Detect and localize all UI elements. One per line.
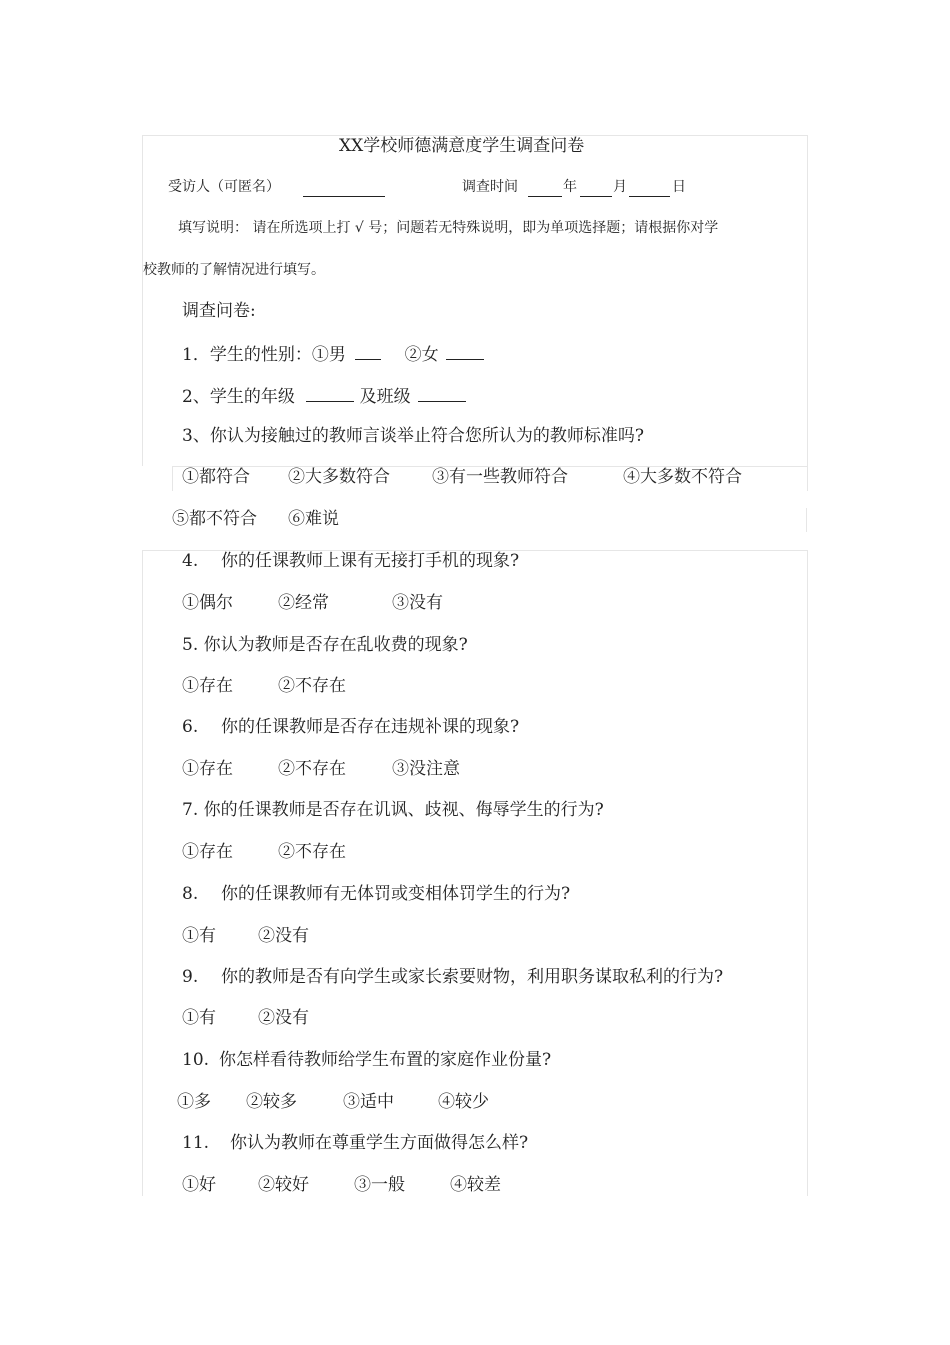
instructions-line-1: 填写说明： 请在所选项上打 √ 号；问题若无特殊说明，即为单项选择题；请根据你对学 — [178, 220, 719, 236]
question-10-option-1[interactable]: ①多 — [177, 1092, 211, 1112]
section-title: 调查问卷: — [182, 301, 256, 321]
question-6-option-1[interactable]: ①存在 — [182, 759, 233, 779]
day-blank[interactable] — [629, 182, 670, 197]
class-blank[interactable] — [418, 387, 466, 402]
question-8-number: 8. — [182, 884, 199, 904]
question-2-text: 2、学生的年级 — [182, 387, 295, 407]
question-1-text: 1．学生的性别：①男 — [182, 345, 346, 365]
question-5-option-2[interactable]: ②不存在 — [278, 676, 346, 696]
question-10-option-3[interactable]: ③适中 — [343, 1092, 394, 1112]
question-10-number: 10. — [182, 1050, 210, 1070]
question-6-option-3[interactable]: ③没注意 — [392, 759, 460, 779]
question-8-option-2[interactable]: ②没有 — [258, 926, 309, 946]
year-label: 年 — [563, 179, 577, 195]
question-4-text: 你的任课教师上课有无接打手机的现象? — [221, 551, 520, 571]
question-11-option-2[interactable]: ②较好 — [258, 1175, 309, 1195]
question-2-class-label: 及班级 — [359, 387, 411, 407]
question-3-text: 3、你认为接触过的教师言谈举止符合您所认为的教师标准吗? — [182, 426, 644, 446]
female-blank[interactable] — [446, 345, 484, 360]
question-6-text: 你的任课教师是否存在违规补课的现象? — [221, 717, 520, 737]
question-4-option-3[interactable]: ③没有 — [392, 593, 443, 613]
question-3-option-6[interactable]: ⑥难说 — [288, 509, 339, 529]
question-6-option-2[interactable]: ②不存在 — [278, 759, 346, 779]
question-11-number: 11. — [182, 1133, 210, 1153]
day-label: 日 — [672, 179, 686, 195]
question-1 — [182, 345, 484, 364]
respondent-blank[interactable] — [303, 182, 385, 197]
question-3-option-3[interactable]: ③有一些教师符合 — [432, 467, 568, 487]
question-11-text: 你认为教师在尊重学生方面做得怎么样? — [230, 1133, 529, 1153]
question-2 — [182, 387, 466, 406]
question-3-option-4[interactable]: ④大多数不符合 — [623, 467, 742, 487]
question-8-text: 你的任课教师有无体罚或变相体罚学生的行为? — [221, 884, 571, 904]
question-7-option-2[interactable]: ②不存在 — [278, 842, 346, 862]
month-label: 月 — [613, 179, 627, 195]
question-10-option-2[interactable]: ②较多 — [246, 1092, 297, 1112]
frame-q3-options-2 — [806, 508, 807, 532]
question-11-option-3[interactable]: ③一般 — [354, 1175, 405, 1195]
question-3-option-5[interactable]: ⑤都不符合 — [172, 509, 257, 529]
question-9-number: 9. — [182, 967, 199, 987]
question-7-text: 7. 你的任课教师是否存在讥讽、歧视、侮辱学生的行为? — [182, 800, 604, 820]
page-title: XX学校师德满意度学生调查问卷 — [339, 136, 585, 156]
year-blank[interactable] — [528, 182, 562, 197]
question-11-option-4[interactable]: ④较差 — [450, 1175, 501, 1195]
question-9-option-2[interactable]: ②没有 — [258, 1008, 309, 1028]
question-7-option-1[interactable]: ①存在 — [182, 842, 233, 862]
question-5-option-1[interactable]: ①存在 — [182, 676, 233, 696]
question-4-option-2[interactable]: ②经常 — [278, 593, 329, 613]
question-4-option-1[interactable]: ①偶尔 — [182, 593, 233, 613]
question-4-number: 4. — [182, 551, 199, 571]
question-10-text: 你怎样看待教师给学生布置的家庭作业份量? — [219, 1050, 552, 1070]
question-8-option-1[interactable]: ①有 — [182, 926, 216, 946]
question-6-number: 6. — [182, 717, 199, 737]
question-1-option-2: ②女 — [404, 345, 439, 365]
respondent-label: 受访人（可匿名） — [168, 179, 280, 195]
question-9-text: 你的教师是否有向学生或家长索要财物，利用职务谋取私利的行为? — [221, 967, 724, 987]
survey-date-label: 调查时间 — [462, 179, 518, 195]
month-blank[interactable] — [580, 182, 612, 197]
instructions-line-2: 校教师的了解情况进行填写。 — [143, 262, 325, 278]
grade-blank[interactable] — [306, 387, 354, 402]
question-9-option-1[interactable]: ①有 — [182, 1008, 216, 1028]
question-10-option-4[interactable]: ④较少 — [438, 1092, 489, 1112]
question-11-option-1[interactable]: ①好 — [182, 1175, 216, 1195]
question-3-option-1[interactable]: ①都符合 — [182, 467, 250, 487]
question-3-option-2[interactable]: ②大多数符合 — [288, 467, 390, 487]
question-5-text: 5. 你认为教师是否存在乱收费的现象? — [182, 635, 468, 655]
male-blank[interactable] — [355, 345, 381, 360]
